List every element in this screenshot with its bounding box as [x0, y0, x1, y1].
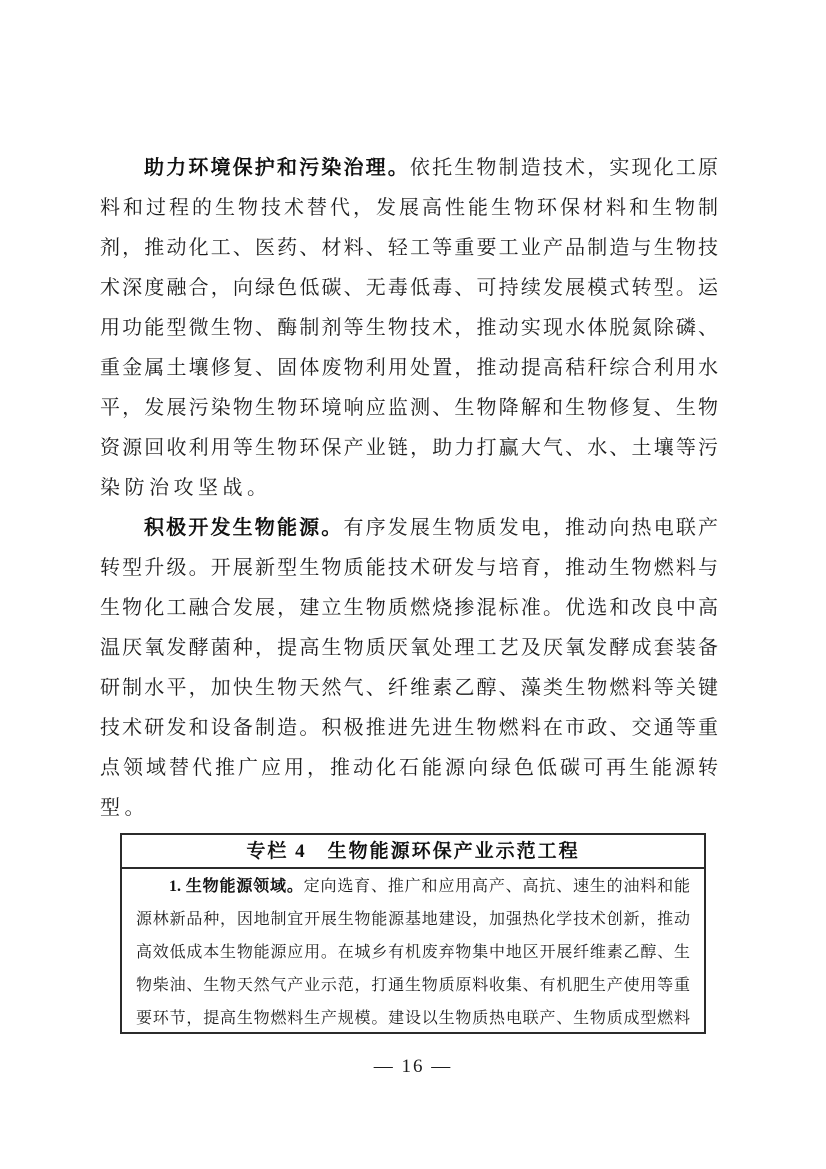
text-line: 高效低成本生物能源应用。在城乡有机废弃物集中地区开展纤维素乙醇、生: [136, 944, 690, 961]
callout-box-content: [122, 869, 704, 1035]
text-line: 源林新品种，因地制宜开展生物能源基地建设，加强热化学技术创新，推动: [136, 911, 690, 928]
text-line: 平，发展污染物生物环境响应监测、生物降解和生物修复、生物: [100, 397, 718, 419]
text-line: 积极开发生物能源。有序发展生物质发电，推动向热电联产: [144, 517, 718, 539]
paragraph-lead: 助力环境保护和污染治理。: [144, 157, 410, 179]
callout-box-column-4: [120, 833, 706, 1034]
text-line: 温厌氧发酵菌种，提高生物质厌氧处理工艺及厌氧发酵成套装备: [100, 637, 718, 659]
text-line: 用功能型微生物、酶制剂等生物技术，推动实现水体脱氮除磷、: [100, 317, 718, 339]
text-line: 转型升级。开展新型生物质能技术研发与培育，推动生物燃料与: [100, 557, 718, 579]
text-line: 型。: [100, 797, 149, 819]
text-line: 资源回收利用等生物环保产业链，助力打赢大气、水、土壤等污: [100, 437, 718, 459]
text-line: 染防治攻坚战。: [100, 477, 272, 499]
text-line: 1. 生物能源领域。定向选育、推广和应用高产、高抗、速生的油料和能: [169, 878, 690, 895]
callout-box-title: 专栏 4 生物能源环保产业示范工程: [122, 835, 704, 869]
paragraph: [100, 148, 718, 508]
paragraph-lead: 积极开发生物能源。: [144, 517, 344, 539]
page-number: — 16 —: [373, 1056, 453, 1077]
text-line: 要环节，提高生物燃料生产规模。建设以生物质热电联产、生物质成型燃料: [136, 1010, 690, 1027]
text-line: 生物化工融合发展，建立生物质燃烧掺混标准。优选和改良中高: [100, 597, 718, 619]
text-line: 术深度融合，向绿色低碳、无毒低毒、可持续发展模式转型。运: [100, 277, 718, 299]
text-line: 重金属土壤修复、固体废物利用处置，推动提高秸秆综合利用水: [100, 357, 718, 379]
text-line: 点领域替代推广应用，推动化石能源向绿色低碳可再生能源转: [100, 757, 718, 779]
document-body: [100, 148, 718, 828]
text-line: 料和过程的生物技术替代，发展高性能生物环保材料和生物制: [100, 197, 718, 219]
text-line: 研制水平，加快生物天然气、纤维素乙醇、藻类生物燃料等关键: [100, 677, 718, 699]
text-line: 物柴油、生物天然气产业示范，打通生物质原料收集、有机肥生产使用等重: [136, 977, 690, 994]
paragraph: [100, 508, 718, 828]
paragraph-lead: 1. 生物能源领域。: [169, 878, 304, 895]
text-line: 助力环境保护和污染治理。依托生物制造技术，实现化工原: [144, 157, 718, 179]
text-line: 剂，推动化工、医药、材料、轻工等重要工业产品制造与生物技: [100, 237, 718, 259]
text-line: 技术研发和设备制造。积极推进先进生物燃料在市政、交通等重: [100, 717, 718, 739]
